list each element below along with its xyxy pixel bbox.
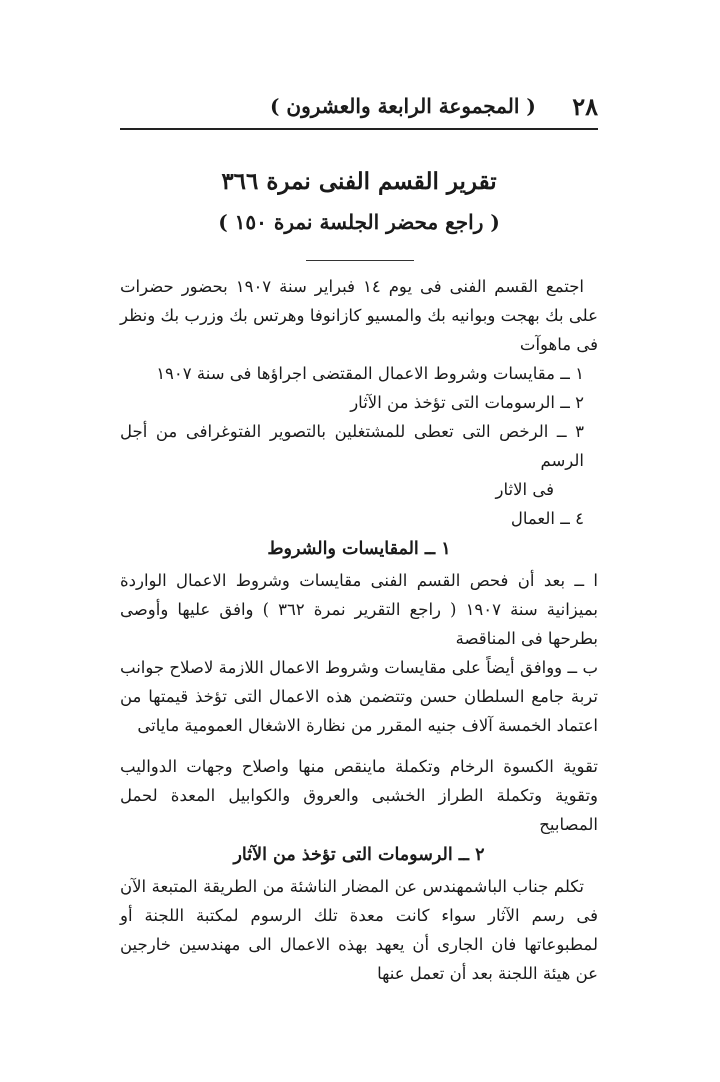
agenda-item-3 [120, 417, 598, 504]
agenda-item-3-continuation: فى الاثار [495, 480, 554, 499]
section-1-heading: ١ ــ المقايسات والشروط [267, 539, 451, 559]
page-header [120, 88, 598, 124]
intro-paragraph: اجتمع القسم الفنى فى يوم ١٤ فبراير سنة ١٩٠٧ بحضور حضرات على بك بهجت وبوانيه بك والمسيو كازانوفا وهرتس بك وزرب بك ونظر فى ماهوآت [120, 277, 598, 354]
section-2-paragraph: تكلم جناب الباشمهندس عن المضار الناشئة من الطريقة المتبعة الآن فى رسم الآثار سواء كانت معدة تلك الرسوم لمكتبة اللجنة أو لمطبوعاتها فان الجارى أن يعهد بهذه الاعمال الى مهندسين خارجين عن هيئة اللجنة بعد أن تعمل عنها [120, 877, 598, 983]
report-subtitle: ( راجع محضر الجلسة نمرة ١٥٠ ) [218, 210, 500, 234]
agenda-list [120, 359, 598, 533]
section-1-paragraph-b: ب ــ ووافق أيضاً على مقايسات وشروط الاعمال اللازمة لاصلاح جوانب تربة جامع السلطان حسن وتتضمن هذه الاعمال التى تؤخذ قيمتها من اعتماد الخمسة آلاف جنيه المقرر من نظارة الاشغال العمومية ماياتى [120, 658, 598, 735]
agenda-item-1: ١ ــ مقايسات وشروط الاعمال المقتضى اجراؤها فى سنة ١٩٠٧ [156, 364, 584, 383]
page-number: ٢٨ [572, 91, 598, 121]
agenda-item-3-text: ٣ ــ الرخص التى تعطى للمشتغلين بالتصوير الفتوغرافى من أجل الرسم [120, 422, 584, 470]
agenda-item-2: ٢ ــ الرسومات التى تؤخذ من الآثار [350, 393, 584, 412]
title-rule [306, 260, 414, 261]
section-1-paragraph-c: تقوية الكسوة الرخام وتكملة ماينقص منها واصلاح وجهات الدواليب وتقوية وتكملة الطراز الخشبى والعروق والكوابيل المعدة لحمل المصابيح [120, 757, 598, 834]
header-rule [120, 128, 598, 130]
section-2-heading: ٢ ــ الرسومات التى تؤخذ من الآثار [233, 845, 485, 865]
report-title: تقرير القسم الفنى نمرة ٣٦٦ [221, 168, 497, 195]
section-1-paragraph-a: ا ــ بعد أن فحص القسم الفنى مقايسات وشروط الاعمال الواردة بميزانية سنة ١٩٠٧ ( راجع التقرير نمرة ٣٦٢ ) وافق عليها وأوصى بطرحها فى المناقصة [120, 571, 598, 648]
document-body [120, 272, 598, 988]
agenda-item-4: ٤ ــ العمال [510, 509, 584, 528]
running-head: ( المجموعة الرابعة والعشرون ) [270, 94, 536, 118]
